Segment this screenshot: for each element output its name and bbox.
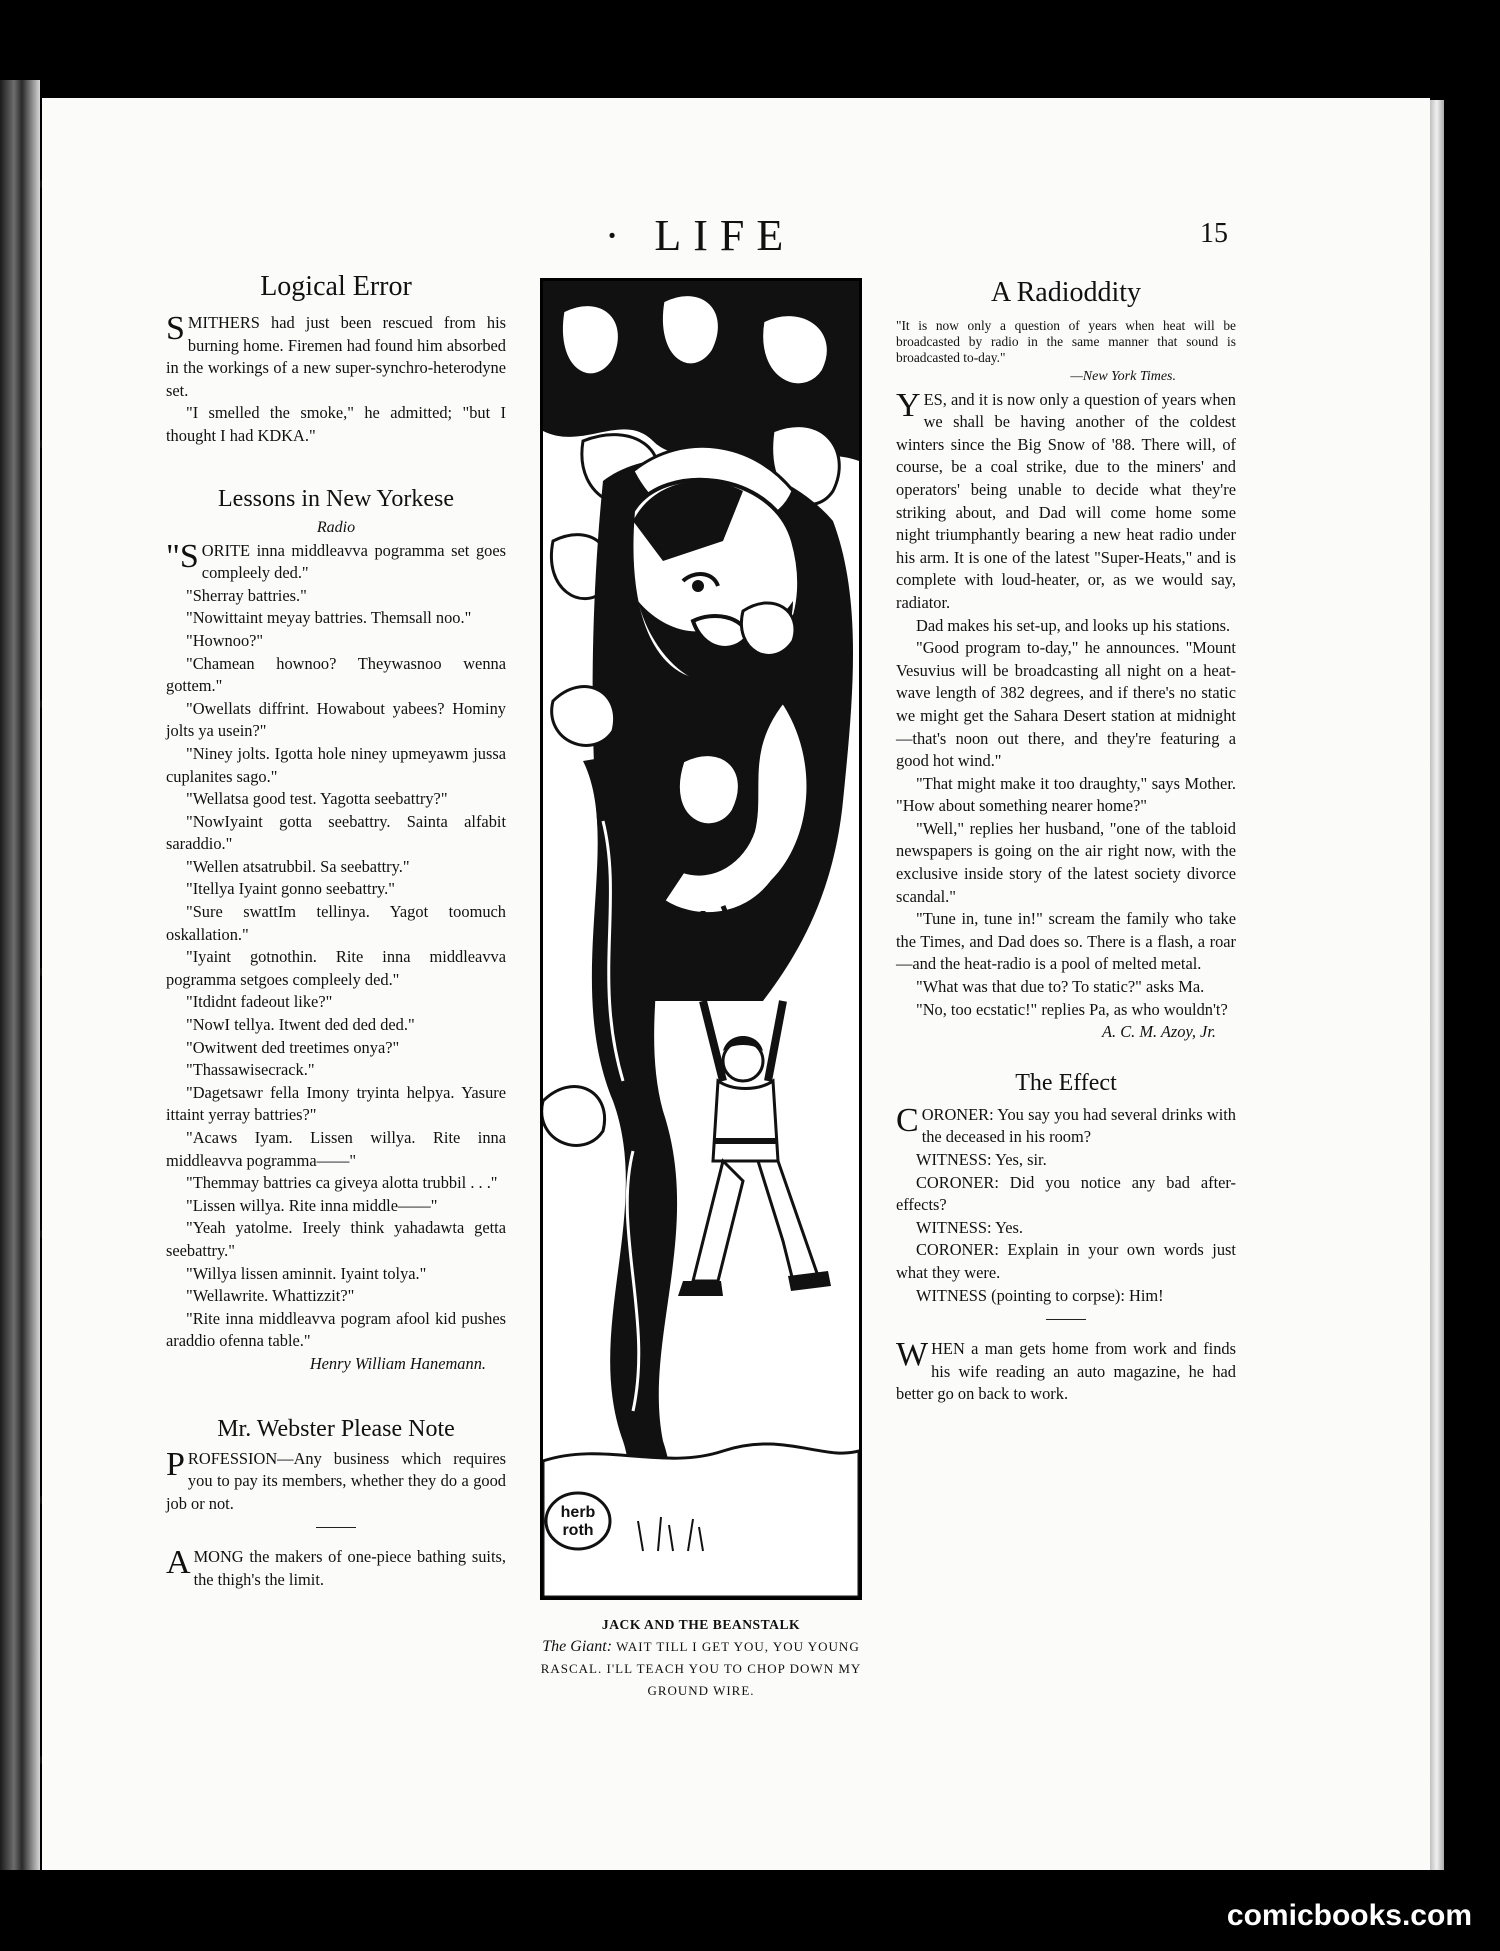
lessons-line: "Sure swattIm tellinya. Yagot toomuch oskallation." xyxy=(166,902,506,944)
radioddity-paragraph: Dad makes his set-up, and looks up his stations. xyxy=(916,615,1231,635)
illustration-artwork xyxy=(543,281,859,1597)
effect-heading: The Effect xyxy=(1015,1069,1117,1096)
watermark: comicbooks.com xyxy=(1226,1899,1472,1932)
logical-error-paragraph: "I smelled the smoke," he admitted; "but I thought I had KDKA." xyxy=(166,403,506,445)
left-column xyxy=(166,270,506,1592)
right-column xyxy=(896,276,1236,1406)
webster-text: PROFESSION—Any business which requires you to pay its members, whether they do a good job or not. xyxy=(166,1445,506,1513)
lessons-line: "Thassawisecrack." xyxy=(186,1060,315,1080)
artist-signature-line1: herb xyxy=(560,1504,596,1521)
lessons-line: "Acaws Iyam. Lissen willya. Rite inna middleavva pogramma——" xyxy=(166,1128,506,1170)
radioddity-epigraph: "It is now only a question of years when heat will be broadcasted by radio in the same manner that sound is broadcasted to-day." xyxy=(896,318,1236,365)
artist-signature-line2: roth xyxy=(562,1522,594,1539)
radioddity-paragraph: "Well," replies her husband, "one of the tabloid newspapers is going on the air right now, with the exclusive inside story of the latest society divorce scandal." xyxy=(896,818,1236,906)
lessons-line: "Itellya Iyaint gonno seebattry." xyxy=(186,879,395,899)
lessons-line: "Sherray battries." xyxy=(186,585,307,605)
lessons-line: "Lissen willya. Rite inna middle——" xyxy=(186,1195,438,1215)
lessons-line: "Itdidnt fadeout like?" xyxy=(186,992,333,1012)
masthead-title: · LIFE xyxy=(604,211,796,260)
effect-line: CORONER: Did you notice any bad after-effects? xyxy=(896,1172,1236,1215)
lessons-heading: Lessons in New Yorkese xyxy=(218,485,454,512)
caption-speaker: The Giant: xyxy=(542,1638,613,1655)
lessons-subhead: Radio xyxy=(316,518,356,536)
caption-text: WAIT TILL I GET YOU, YOU YOUNG RASCAL. I'LL TEACH YOU TO CHOP DOWN MY GROUND WIRE. xyxy=(540,1639,862,1698)
caption-body xyxy=(540,1636,862,1702)
caption-title: JACK AND THE BEANSTALK xyxy=(601,1617,801,1632)
lessons-line: "SORITE inna middleavva pogramma set goes compleely ded." xyxy=(166,537,506,583)
section-divider xyxy=(1046,1319,1086,1320)
radioddity-paragraph: "That might make it too draughty," says Mother. "How about something nearer home?" xyxy=(896,773,1236,816)
lessons-line: "Hownoo?" xyxy=(186,630,264,650)
lessons-line: "Owitwent ded treetimes onya?" xyxy=(186,1037,400,1057)
webster-heading: Mr. Webster Please Note xyxy=(217,1415,455,1442)
lessons-line: "Nowittaint meyay battries. Themsall noo." xyxy=(186,608,472,628)
lessons-line: "NowI tellya. Itwent ded ded ded." xyxy=(186,1015,415,1035)
lessons-line: "Willya lissen aminnit. Iyaint tolya." xyxy=(186,1263,427,1283)
radioddity-paragraph: "No, too ecstatic!" replies Pa, as who wouldn't? xyxy=(916,999,1228,1019)
section-divider xyxy=(316,1527,356,1528)
lessons-line: "Niney jolts. Igotta hole niney upmeyawm jussa cuplanites sago." xyxy=(166,743,506,786)
logical-error-paragraph: SMITHERS had just been rescued from his burning home. Firemen had found him absorbed in the workings of a new super-synchro-heterodyne set. xyxy=(166,310,506,400)
effect-line: WITNESS (pointing to corpse): Him! xyxy=(916,1285,1164,1305)
page-number: 15 xyxy=(1200,218,1228,249)
lessons-line: "Rite inna middleavva pogram afool kid pushes araddio ofenna table." xyxy=(166,1308,506,1351)
logical-error-heading: Logical Error xyxy=(260,271,412,302)
effect-line: CORONER: Explain in your own words just what they were. xyxy=(896,1240,1236,1282)
radioddity-heading: A Radioddity xyxy=(990,277,1142,308)
lessons-line: "NowIyaint gotta seebattry. Sainta alfabit saraddio." xyxy=(166,811,506,854)
lessons-line: "Wellatsa good test. Yagotta seebattry?" xyxy=(186,789,448,809)
lessons-line: "Themmay battries ca giveya alotta trubbil . . ." xyxy=(186,1173,498,1193)
among-text: AMONG the makers of one-piece bathing suits, the thigh's the limit. xyxy=(166,1544,506,1589)
binding-strip xyxy=(0,80,40,1870)
radioddity-paragraph: "What was that due to? To static?" asks Ma. xyxy=(916,977,1205,997)
effect-line: WITNESS: Yes, sir. xyxy=(916,1150,1047,1169)
radioddity-paragraph: YES, and it is now only a question of years when we shall be having another of the coldest winters since the Big Snow of '88. There will, of course, be a coal strike, due to the miners' and operators' being unable to decide what they're striking about, and Dad will come home some night triumphantly bearing a new heat radio under his arm. It is one of the latest "Super-Heats," and is complete with loud-heater, or, as we would say, radiator. xyxy=(896,386,1236,612)
lessons-line: "Chamean hownoo? Theywasnoo wenna gottem." xyxy=(166,653,506,696)
lessons-line: "Iyaint gotnothin. Rite inna middleavva pogramma setgoes compleely ded." xyxy=(166,947,506,989)
radioddity-epigraph-source: —New York Times. xyxy=(1070,369,1176,384)
lessons-line: "Wellen atsatrubbil. Sa seebattry." xyxy=(186,856,410,876)
jack-and-beanstalk-illustration xyxy=(540,278,862,1600)
lessons-signature: Henry William Hanemann. xyxy=(309,1353,486,1373)
lessons-line: "Owellats diffrint. Howabout yabees? Hominy jolts ya usein?" xyxy=(166,698,506,741)
radioddity-paragraph: "Tune in, tune in!" scream the family who take the Times, and Dad does so. There is a flash, a roar—and the heat-radio is a pool of melted metal. xyxy=(896,909,1236,974)
when-a-man-text: WHEN a man gets home from work and finds his wife reading an auto magazine, he had better go on back to work. xyxy=(896,1336,1236,1404)
illustration-caption xyxy=(540,1614,862,1702)
radioddity-signature: A. C. M. Azoy, Jr. xyxy=(1102,1022,1216,1042)
lessons-line: "Dagetsawr fella Imony tryinta helpya. Yasure ittaint yerray battries?" xyxy=(166,1082,506,1125)
lessons-line: "Wellawrite. Whattizzit?" xyxy=(186,1286,355,1306)
effect-line: CORONER: You say you had several drinks with the deceased in his room? xyxy=(896,1101,1236,1147)
effect-line: WITNESS: Yes. xyxy=(916,1217,1024,1237)
radioddity-paragraph: "Good program to-day," he announces. "Mount Vesuvius will be broadcasting all night on a heat-wave length of 382 degrees, and if there's no static we might get the Sahara Desert station at midnight—that's noon out there, and they're featuring a good hot wind." xyxy=(896,638,1236,771)
lessons-line: "Yeah yatolme. Ireely think yahadawta getta seebattry." xyxy=(166,1218,506,1260)
